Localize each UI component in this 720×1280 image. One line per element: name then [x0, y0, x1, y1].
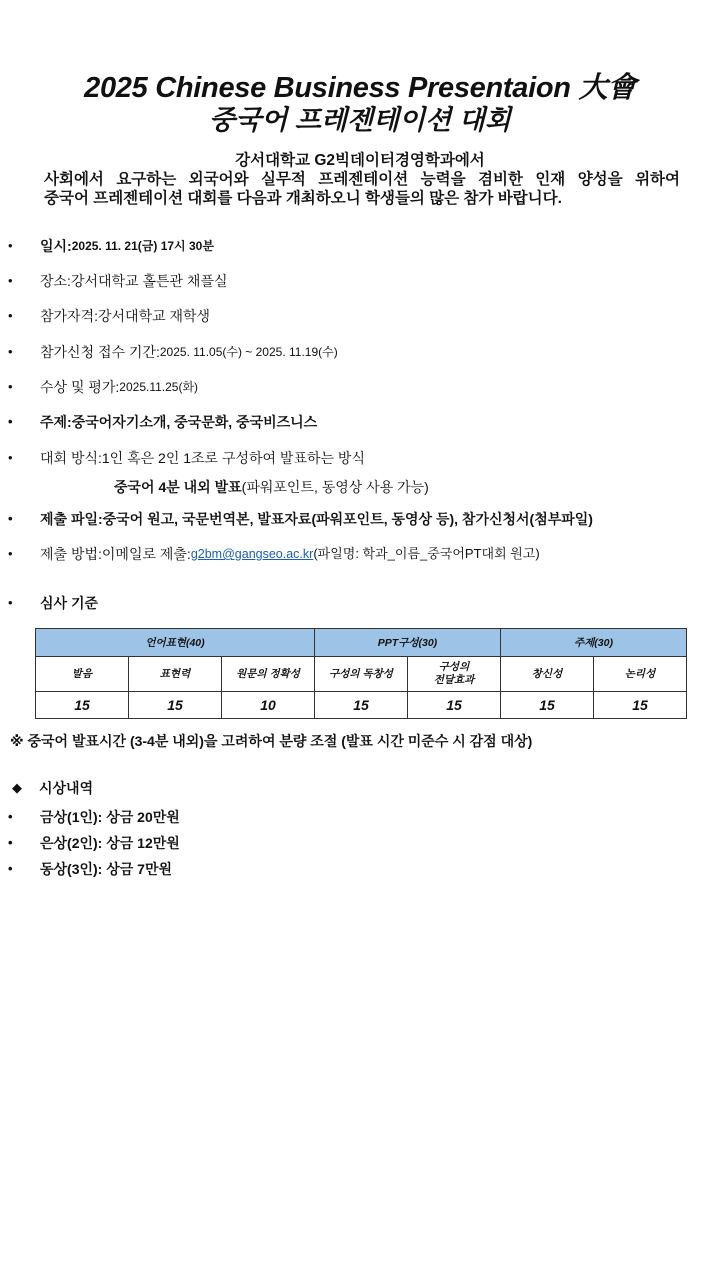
item-submit-label: 제출 방법: [40, 546, 102, 562]
prizes-heading-text: 시상내역 [39, 780, 94, 796]
prize-bronze [8, 860, 172, 878]
item-topic [8, 413, 317, 431]
bullet-icon: • [8, 344, 13, 359]
time-note: ※ 중국어 발표시간 (3-4분 내외)을 고려하여 분량 조절 (발표 시간 미준수 시 감점 대상) [10, 733, 533, 749]
item-place-label: 장소: [40, 273, 71, 289]
score-criteria-row [36, 657, 687, 692]
score-cell: 15 [129, 692, 222, 719]
item-submit-filename: (파일명: 학과_이름_중국어PT대회 원고) [313, 546, 540, 561]
prize-gold-text: 금상(1인): 상금 20만원 [40, 809, 180, 825]
title-english: 2025 Chinese Business Presentaion 大會 [84, 72, 636, 104]
criterion-cell: 논리성 [594, 657, 687, 692]
item-files [8, 510, 593, 528]
score-values-row [36, 692, 687, 719]
criterion-cell: 표현력 [129, 657, 222, 692]
score-cell: 15 [408, 692, 501, 719]
prizes-heading [12, 779, 93, 797]
item-award-eval-value: 2025.11.25(화) [119, 380, 199, 394]
item-topic-label: 주제: [40, 414, 72, 430]
criterion-cell: 원문의 정확성 [222, 657, 315, 692]
intro-line-1: 강서대학교 G2빅데이터경영학과에서 [235, 152, 485, 169]
bullet-icon: • [8, 835, 13, 850]
item-submit-value: 이메일로 제출: [101, 546, 191, 562]
score-cell: 15 [36, 692, 129, 719]
prize-gold [8, 808, 180, 826]
diamond-icon: ◆ [12, 780, 22, 795]
score-cell: 15 [594, 692, 687, 719]
bullet-icon: • [8, 511, 13, 526]
item-place [8, 272, 228, 290]
item-method-bold: 중국어 4분 내외 발표 [114, 479, 242, 495]
bullet-icon: • [8, 861, 13, 876]
item-date [8, 237, 214, 255]
group-ppt: PPT구성(30) [315, 629, 501, 657]
bullet-icon: • [8, 414, 13, 429]
title-korean: 중국어 프레젠테이션 대회 [209, 105, 511, 135]
score-cell: 15 [315, 692, 408, 719]
item-place-value: 강서대학교 홀튼관 채플실 [70, 273, 228, 289]
bullet-icon: • [8, 450, 13, 465]
bullet-icon: • [8, 238, 13, 253]
email-link[interactable]: g2bm@gangseo.ac.kr [190, 547, 314, 561]
item-application-label: 참가신청 접수 기간: [40, 344, 160, 360]
item-eligibility-value: 강서대학교 재학생 [98, 308, 211, 324]
criterion-cell: 발음 [36, 657, 129, 692]
item-application-value: 2025. 11.05(수) ~ 2025. 11.19(수) [159, 345, 338, 359]
item-eligibility [8, 307, 210, 325]
item-submit [8, 545, 540, 563]
prize-silver-text: 은상(2인): 상금 12만원 [40, 835, 180, 851]
criterion-cell: 구성의 독창성 [315, 657, 408, 692]
intro-paragraph [40, 151, 680, 208]
item-eligibility-label: 참가자격: [40, 308, 98, 324]
score-table [35, 628, 687, 719]
item-method [8, 449, 365, 467]
criterion-cell: 구성의 전달효과 [408, 657, 501, 692]
bullet-icon: • [8, 546, 13, 561]
item-criteria-label: 심사 기준 [40, 595, 98, 611]
intro-line-3: 중국어 프레젠테이션 대회를 다음과 개최하오니 학생들의 많은 참가 바랍니다. [44, 190, 562, 207]
item-date-label: 일시: [40, 238, 72, 254]
item-award-eval [8, 378, 198, 396]
group-language: 언어표현(40) [36, 629, 315, 657]
item-criteria [8, 594, 98, 612]
group-topic: 주제(30) [501, 629, 687, 657]
bullet-icon: • [8, 809, 13, 824]
item-application [8, 343, 338, 361]
prize-silver [8, 834, 180, 852]
score-cell: 10 [222, 692, 315, 719]
item-method-value: 1인 혹은 2인 1조로 구성하여 발표하는 방식 [101, 450, 365, 466]
intro-line-2: 사회에서 요구하는 외국어와 실무적 프레젠테이션 능력을 겸비한 인재 양성을 위하여 [44, 171, 680, 188]
title-block [0, 72, 720, 136]
item-award-eval-label: 수상 및 평가: [40, 379, 120, 395]
item-topic-value: 중국어자기소개, 중국문화, 중국비즈니스 [71, 414, 318, 430]
item-date-value: 2025. 11. 21(금) 17시 30분 [71, 239, 214, 253]
item-method-line-2 [114, 478, 429, 496]
bullet-icon: • [8, 308, 13, 323]
prize-bronze-text: 동상(3인): 상금 7만원 [40, 861, 173, 877]
item-files-value: 중국어 원고, 국문번역본, 발표자료(파워포인트, 동영상 등), 참가신청서(첨부파일) [102, 511, 593, 527]
bullet-icon: • [8, 595, 13, 610]
item-method-rest: (파워포인트, 동영상 사용 가능) [241, 479, 429, 495]
score-group-row [36, 629, 687, 657]
criterion-cell: 창신성 [501, 657, 594, 692]
score-cell: 15 [501, 692, 594, 719]
bullet-icon: • [8, 273, 13, 288]
bullet-icon: • [8, 379, 13, 394]
item-method-label: 대회 방식: [40, 450, 102, 466]
item-files-label: 제출 파일: [40, 511, 103, 527]
